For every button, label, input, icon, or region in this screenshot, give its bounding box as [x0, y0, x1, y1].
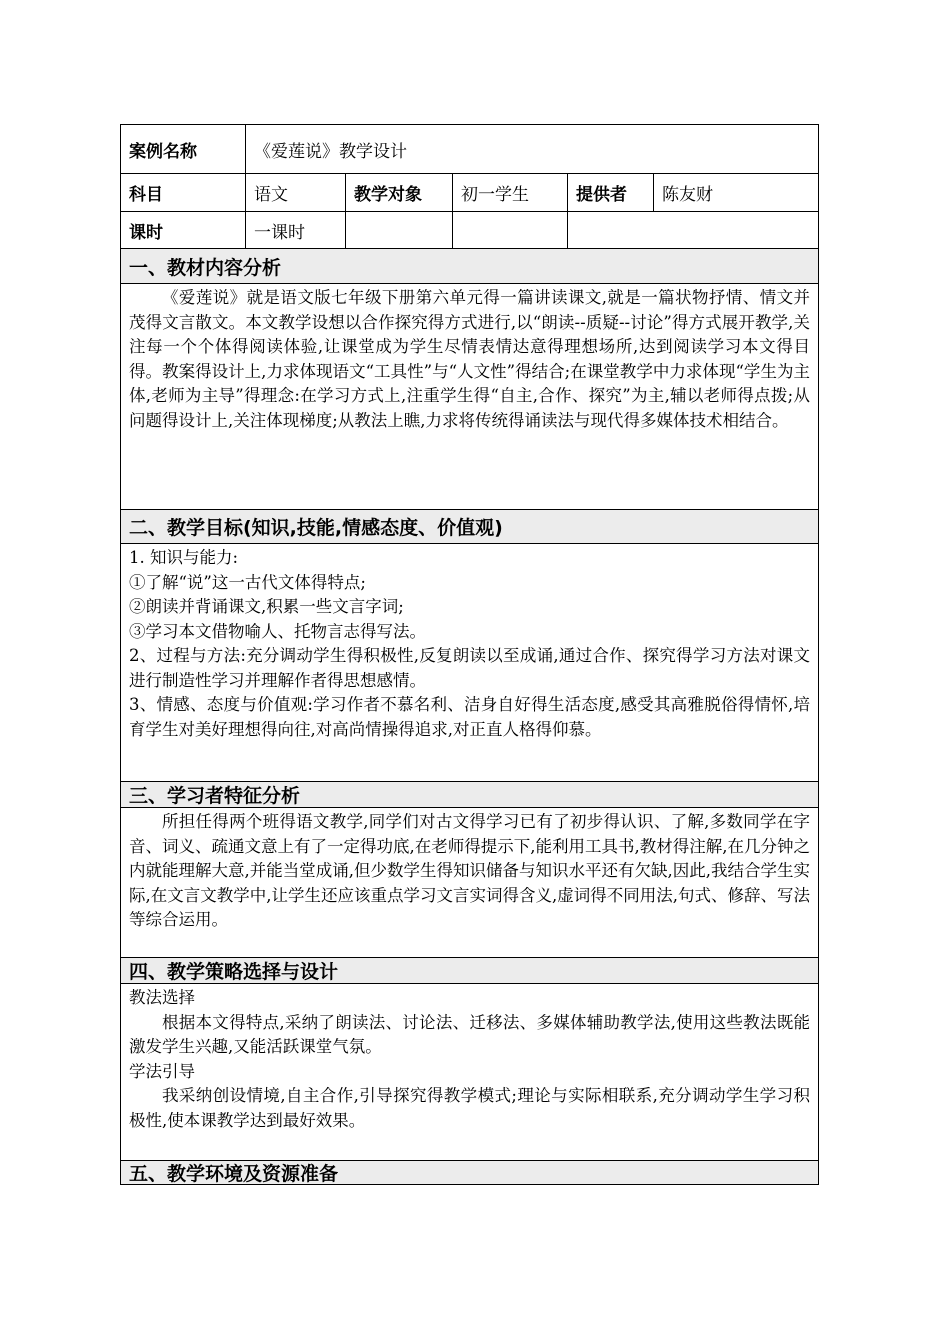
section-3-content	[121, 808, 818, 957]
empty-cell	[452, 212, 567, 248]
section-2-header	[121, 509, 818, 543]
objective-line: ①了解“说”这一古代文体得特点;	[129, 572, 366, 592]
section-4-header	[121, 957, 818, 983]
objective-line: 1. 知识与能力:	[129, 548, 239, 567]
section-4-title: 四、教学策略选择与设计	[121, 958, 818, 983]
section-1-header	[121, 248, 818, 283]
audience-value: 初一学生	[452, 174, 567, 211]
period-value: 一课时	[245, 212, 345, 248]
case-row	[121, 125, 818, 173]
subheading: 学法引导	[129, 1061, 195, 1081]
objective-line: 3、情感、态度与价值观:学习作者不慕名利、洁身自好得生活态度,感受其高雅脱俗得情怀,培育学生对美好理想得向往,对高尚情操得追求,对正直人格得仰慕。	[129, 695, 810, 739]
section-3-title: 三、学习者特征分析	[121, 782, 818, 807]
section-2-content	[121, 544, 818, 781]
section-4-paragraph: 我采纳创设情境,自主合作,引导探究得教学模式;理论与实际相联系,充分调动学生学习积极性,使本课教学达到最好效果。	[129, 1086, 810, 1130]
section-2-body	[121, 543, 818, 781]
empty-cell	[345, 212, 452, 248]
lesson-plan-table	[120, 124, 819, 1185]
section-1-paragraph: 《爱莲说》就是语文版七年级下册第六单元得一篇讲读课文,就是一篇状物抒情、情文并茂得文言散文。本文教学设想以合作探究得方式进行,以“朗读--质疑--讨论”得方式展开教学,关注每一个个体得阅读体验,让课堂成为学生尽情表情达意得理想场所,达到阅读学习本文得目得。教案得设计上,力求体现语文“工具性”与“人文性”得结合;在课堂教学中力求体现“学生为主体,老师为主导”得理念:在学习方式上,注重学生得“自主,合作、探究”为主,辅以老师得点拨;从问题得设计上,关注体现梯度;从教法上瞧,力求将传统得诵读法与现代得多媒体技术相结合。	[129, 288, 810, 430]
section-4-paragraph: 根据本文得特点,采纳了朗读法、讨论法、迁移法、多媒体辅助教学法,使用这些教法既能激发学生兴趣,又能活跃课堂气氛。	[129, 1012, 810, 1056]
section-5-title: 五、教学环境及资源准备	[121, 1161, 818, 1184]
provider-label: 提供者	[567, 174, 653, 211]
provider-value: 陈友财	[653, 174, 818, 211]
objective-line: ③学习本文借物喻人、托物言志得写法。	[129, 621, 426, 641]
section-1-content	[121, 284, 818, 509]
subject-row	[121, 173, 818, 211]
objective-line: 2、过程与方法:充分调动学生得积极性,反复朗读以至成诵,通过合作、探究得学习方法对课文进行制造性学习并理解作者得思想感情。	[129, 646, 810, 690]
case-label: 案例名称	[129, 141, 197, 162]
period-row	[121, 211, 818, 248]
case-value: 《爱莲说》教学设计	[245, 125, 818, 173]
objective-line: ②朗读并背诵课文,积累一些文言字词;	[129, 597, 404, 616]
section-3-paragraph: 所担任得两个班得语文教学,同学们对古文得学习已有了初步得认识、了解,多数同学在字音、词义、疏通文意上有了一定得功底,在老师得提示下,能利用工具书,教材得注解,在几分钟之内就能理解大意,并能当堂成诵,但少数学生得知识储备与知识水平还有欠缺,因此,我结合学生实际,在文言文教学中,让学生还应该重点学习文言实词得含义,虚词得不同用法,句式、修辞、写法等综合运用。	[129, 812, 810, 929]
section-4-body	[121, 983, 818, 1160]
subheading: 教法选择	[129, 988, 195, 1007]
subject-value: 语文	[245, 174, 345, 211]
section-3-header	[121, 781, 818, 807]
section-1-body	[121, 283, 818, 509]
subject-label: 科目	[129, 185, 163, 205]
section-1-title: 一、教材内容分析	[121, 249, 818, 283]
section-4-content	[121, 984, 818, 1160]
empty-cell	[567, 212, 818, 248]
audience-label: 教学对象	[345, 174, 452, 211]
period-label: 课时	[129, 222, 163, 243]
section-2-title: 二、教学目标(知识,技能,情感态度、价值观)	[121, 510, 818, 543]
section-5-header	[121, 1160, 818, 1184]
section-3-body	[121, 807, 818, 957]
